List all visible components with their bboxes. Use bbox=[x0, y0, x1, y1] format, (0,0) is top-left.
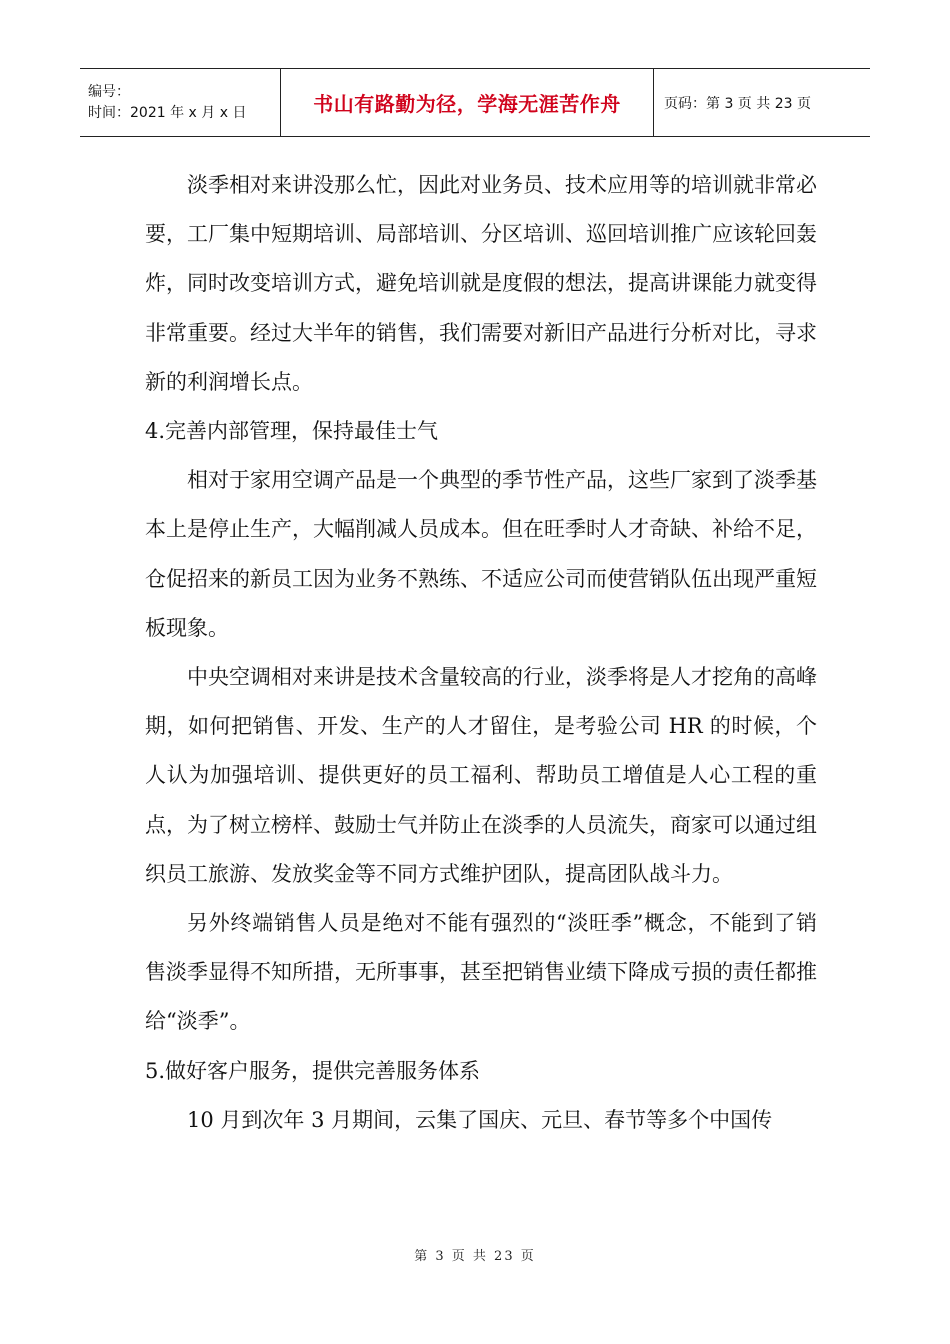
header-meta-cell bbox=[80, 69, 281, 136]
serial-number-label: 编号： bbox=[88, 83, 130, 100]
document-body bbox=[145, 161, 817, 1145]
paragraph-talent-retention: 中央空调相对来讲是技术含量较高的行业，淡季将是人才挖角的高峰期，如何把销售、开发、生产的人才留住，是考验公司 HR 的时候，个人认为加强培训、提供更好的员工福利、帮助员工增值是人心工程的重点，为了树立榜样、鼓励士气并防止在淡季的人员流失，商家可以通过组织员工旅游、发放奖金等不同方式维护团队，提高团队战斗力。 bbox=[145, 665, 817, 886]
document-header bbox=[80, 68, 870, 137]
paragraph-training: 淡季相对来讲没那么忙，因此对业务员、技术应用等的培训就非常必要，工厂集中短期培训、局部培训、分区培训、巡回培训推广应该轮回轰炸，同时改变培训方式，避免培训就是度假的想法，提高讲课能力就变得非常重要。经过大半年的销售，我们需要对新旧产品进行分析对比，寻求新的利润增长点。 bbox=[145, 173, 817, 394]
header-page-info: 页码：第 3 页 共 23 页 bbox=[664, 95, 811, 112]
page-footer: 第 3 页 共 23 页 bbox=[414, 1249, 536, 1264]
paragraph-sales-mindset: 另外终端销售人员是绝对不能有强烈的“淡旺季”概念，不能到了销售淡季显得不知所措，无所事事，甚至把销售业绩下降成亏损的责任都推给“淡季”。 bbox=[145, 911, 817, 1034]
time-label: 时间：2021 年 x 月 x 日 bbox=[88, 104, 247, 121]
section-heading-4: 4.完善内部管理，保持最佳士气 bbox=[145, 419, 439, 444]
section-heading-5: 5.做好客户服务，提供完善服务体系 bbox=[145, 1058, 481, 1083]
header-motto: 书山有路勤为径，学海无涯苦作舟 bbox=[281, 69, 654, 136]
paragraph-holiday-period: 10 月到次年 3 月期间，云集了国庆、元旦、春节等多个中国传 bbox=[187, 1107, 773, 1132]
paragraph-seasonal-staff: 相对于家用空调产品是一个典型的季节性产品，这些厂家到了淡季基本上是停止生产，大幅削减人员成本。但在旺季时人才奇缺、补给不足，仓促招来的新员工因为业务不熟练、不适应公司而使营销队伍出现严重短板现象。 bbox=[145, 468, 817, 640]
